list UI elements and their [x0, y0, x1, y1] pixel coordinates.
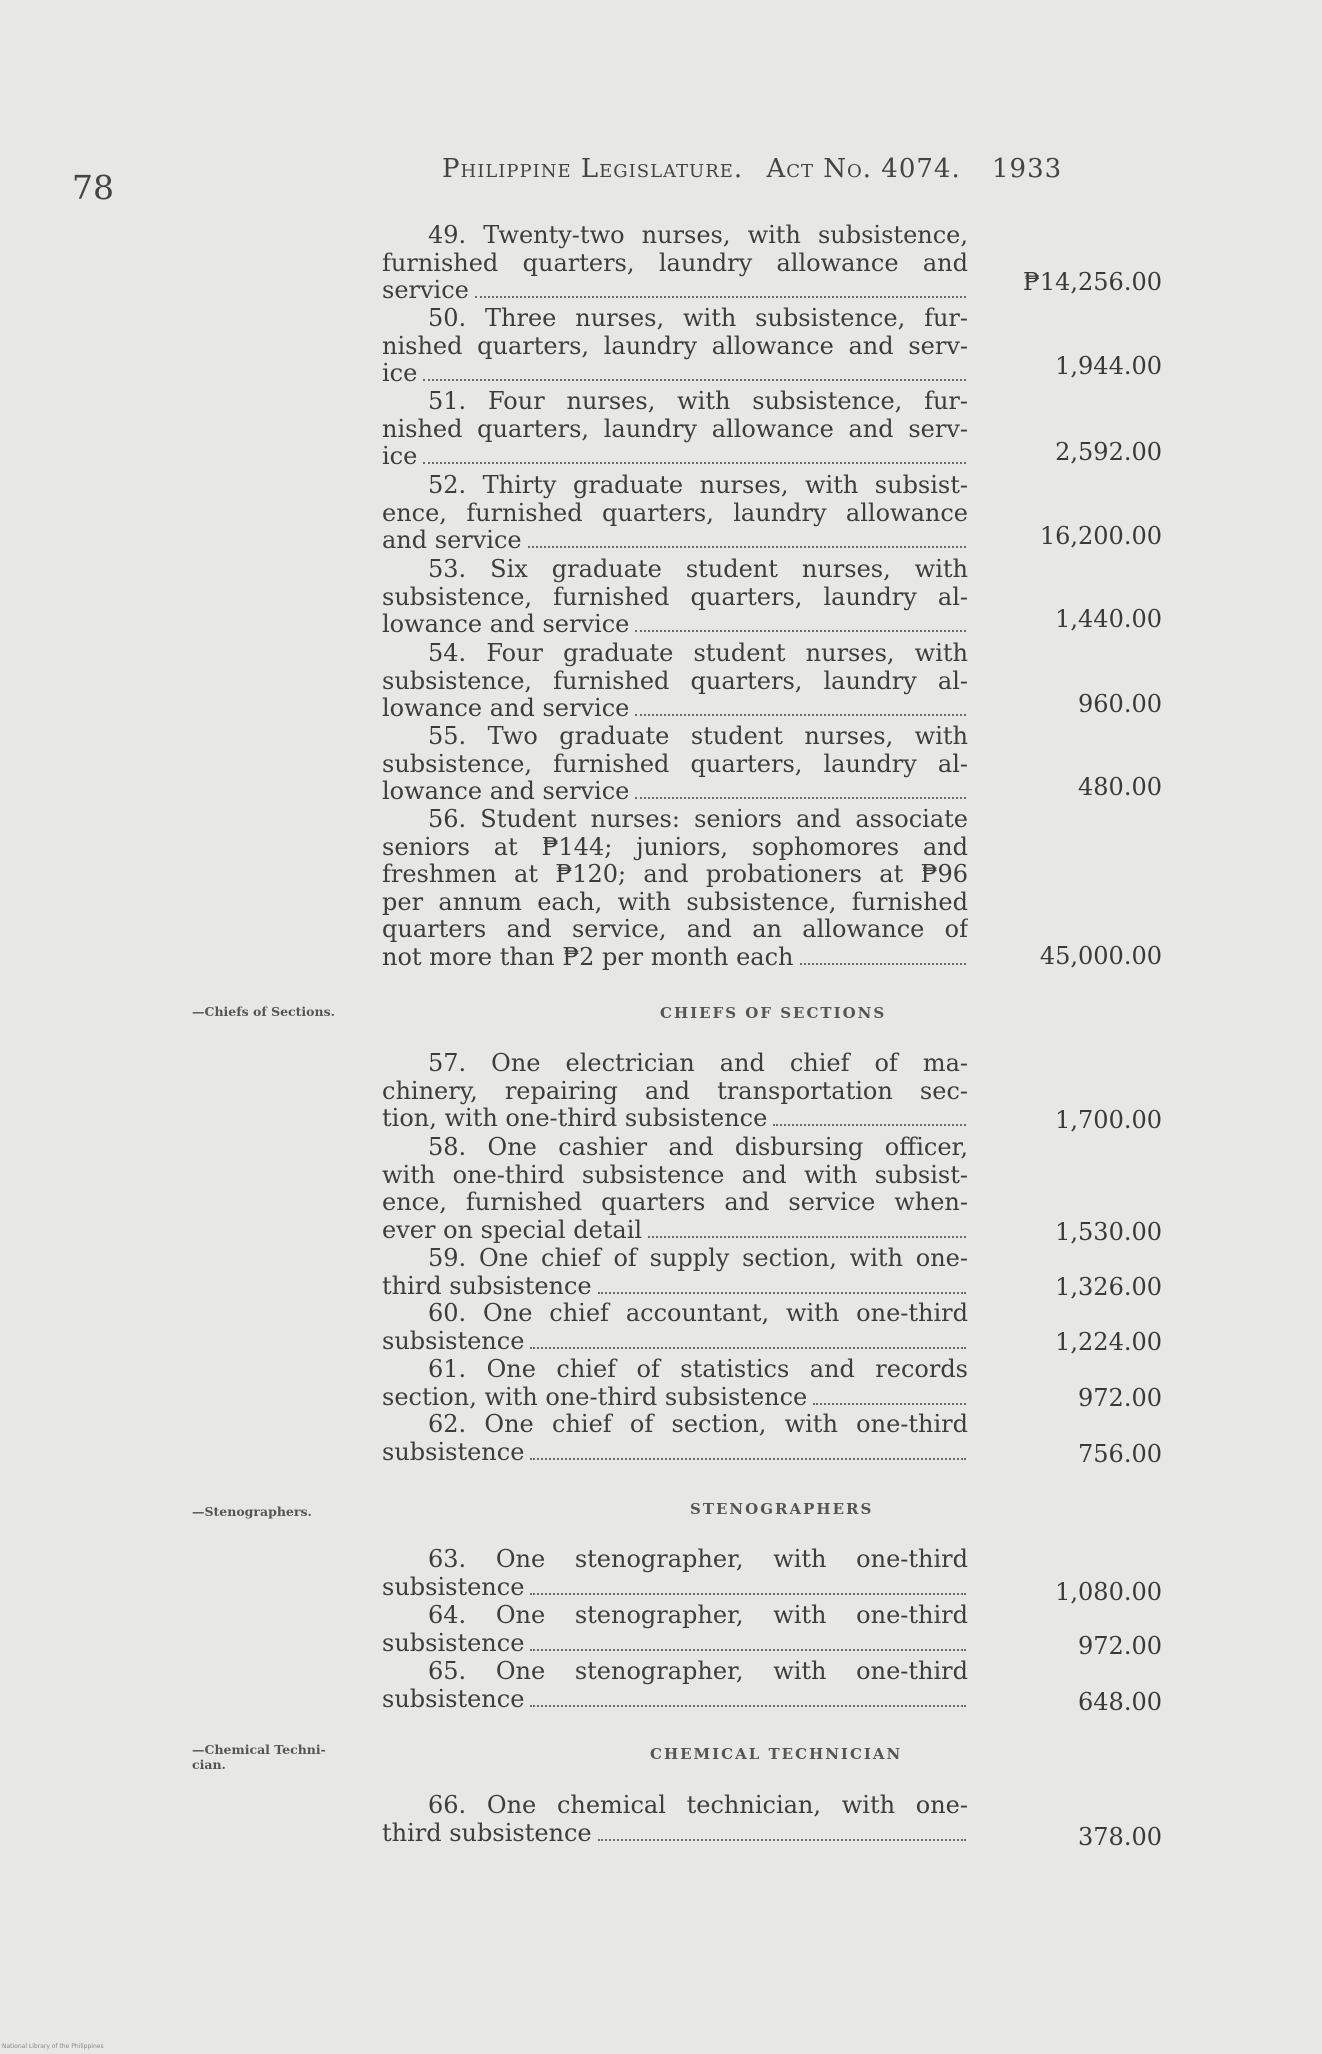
entry-line: [382, 277, 968, 305]
dot-leader: [530, 1592, 966, 1595]
entry-line: [382, 611, 968, 639]
dot-leader: [423, 378, 966, 381]
amount-58: 1,530.00: [1055, 1218, 1162, 1246]
entry-66: [382, 1792, 968, 1847]
entry-line: 64. One stenographer, with one-third: [428, 1602, 968, 1629]
entry-line-text: lowance and service: [382, 695, 630, 722]
entry-line: 56. Student nurses: seniors and associate: [428, 806, 968, 833]
entry-line-text: subsistence: [382, 1327, 525, 1355]
entry-58: [382, 1134, 968, 1244]
entry-line: ence, furnished quarters, laundry allowance: [382, 499, 968, 527]
entry-line: 65. One stenographer, with one-third: [428, 1658, 968, 1685]
dot-leader: [598, 1291, 966, 1294]
entry-line-text: and service: [382, 527, 522, 554]
entry-line: [382, 1384, 968, 1412]
entry-line-text: subsistence: [382, 1629, 525, 1657]
dot-leader: [635, 796, 966, 799]
entry-line-text: subsistence: [382, 1685, 525, 1713]
entry-63: [382, 1546, 968, 1601]
entry-line: 57. One electrician and chief of ma-: [428, 1050, 968, 1077]
entry-line: seniors at ₱144; juniors, sophomores and: [382, 833, 968, 861]
amount-62: 756.00: [1078, 1440, 1162, 1468]
amount-64: 972.00: [1078, 1632, 1162, 1660]
entry-line: 49. Twenty-two nurses, with subsistence,: [428, 222, 968, 249]
amount-55: 480.00: [1078, 773, 1162, 801]
entry-line: freshmen at ₱120; and probationers at ₱96: [382, 861, 968, 888]
entry-61: [382, 1356, 968, 1411]
dot-leader: [530, 1346, 966, 1349]
entry-line: [382, 1328, 968, 1356]
entry-line: 59. One chief of supply section, with one-: [428, 1245, 968, 1272]
entry-line: [382, 778, 968, 806]
entry-line-text: section, with one-third subsistence: [382, 1383, 808, 1411]
entry-62: [382, 1411, 968, 1466]
entry-53: [382, 556, 968, 639]
entry-line: with one-third subsistence and with subsist-: [382, 1161, 968, 1189]
entry-line: [382, 1439, 968, 1467]
dot-leader: [530, 1704, 966, 1707]
entry-line: [382, 1217, 968, 1245]
entry-54: [382, 640, 968, 723]
entry-line: quarters and service, and an allowance of: [382, 916, 968, 943]
entry-line-text: third subsistence: [382, 1272, 592, 1300]
entry-line: [382, 360, 968, 388]
margin-note-chemical: [192, 1742, 326, 1772]
entry-line: 66. One chemical technician, with one-: [428, 1792, 968, 1819]
entry-line: chinery, repairing and transportation sec-: [382, 1077, 968, 1105]
entry-line-text: lowance and service: [382, 778, 630, 805]
entry-51: [382, 388, 968, 471]
entry-line: 54. Four graduate student nurses, with: [428, 640, 968, 667]
amount-66: 378.00: [1078, 1823, 1162, 1851]
dot-leader: [800, 962, 966, 965]
entry-line: furnished quarters, laundry allowance and: [382, 249, 968, 277]
entry-60: [382, 1300, 968, 1355]
entry-line: subsistence, furnished quarters, laundry al-: [382, 667, 968, 695]
entry-line: 60. One chief accountant, with one-third: [428, 1300, 968, 1327]
section-heading-chiefs: CHIEFS OF SECTIONS: [660, 1004, 887, 1022]
running-head-act: Act No. 4074.: [766, 154, 961, 184]
dot-leader: [635, 713, 966, 716]
entry-59: [382, 1245, 968, 1300]
dot-leader: [773, 1123, 966, 1126]
amount-61: 972.00: [1078, 1384, 1162, 1412]
amount-63: 1,080.00: [1055, 1578, 1162, 1606]
running-head-year: 1933: [992, 154, 1063, 184]
entry-line: ence, furnished quarters and service when-: [382, 1189, 968, 1216]
entry-line: per annum each, with subsistence, furnished: [382, 888, 968, 916]
entry-52: [382, 472, 968, 555]
entry-49: [382, 222, 968, 305]
entry-line-text: not more than ₱2 per month each: [382, 943, 794, 971]
amount-51: 2,592.00: [1055, 438, 1162, 466]
entry-56: [382, 806, 968, 971]
entry-line: [382, 1273, 968, 1301]
running-head: [442, 154, 1062, 184]
entry-line-text: ever on special detail: [382, 1216, 643, 1244]
amount-56: 45,000.00: [1039, 942, 1162, 970]
entry-50: [382, 305, 968, 388]
section-heading-chemical: CHEMICAL TECHNICIAN: [650, 1745, 903, 1763]
running-head-title: Philippine Legislature.: [442, 154, 744, 184]
entry-line: nished quarters, laundry allowance and serv-: [382, 415, 968, 443]
entry-line: 62. One chief of section, with one-third: [428, 1411, 968, 1438]
amount-65: 648.00: [1078, 1688, 1162, 1716]
entry-line-text: ice: [382, 443, 418, 470]
amount-60: 1,224.00: [1055, 1328, 1162, 1356]
amount-49: ₱14,256.00: [1022, 268, 1162, 296]
amount-57: 1,700.00: [1055, 1106, 1162, 1134]
page-number: 78: [72, 168, 114, 207]
entry-line-text: tion, with one-third subsistence: [382, 1105, 768, 1132]
margin-note-chemical-line1: —Chemical Techni-: [192, 1742, 326, 1757]
entry-line: [382, 1820, 968, 1848]
entry-line: 50. Three nurses, with subsistence, fur-: [428, 305, 968, 332]
entry-line-text: service: [382, 277, 469, 304]
entry-line: 52. Thirty graduate nurses, with subsist-: [428, 472, 968, 499]
dot-leader: [648, 1235, 966, 1238]
dot-leader: [530, 1648, 966, 1651]
dot-leader: [423, 461, 966, 464]
entry-line: [382, 1574, 968, 1602]
entry-line: [382, 944, 968, 972]
dot-leader: [635, 629, 966, 632]
entry-line: subsistence, furnished quarters, laundry al-: [382, 750, 968, 778]
entry-line-text: third subsistence: [382, 1819, 592, 1847]
amount-50: 1,944.00: [1055, 352, 1162, 380]
entry-line: 58. One cashier and disbursing officer,: [428, 1134, 968, 1161]
entry-line: [382, 443, 968, 471]
margin-note-chemical-line2: cian.: [192, 1757, 226, 1772]
margin-note-stenographers: —Stenographers.: [192, 1504, 312, 1519]
entry-line-text: lowance and service: [382, 611, 630, 638]
dot-leader: [813, 1402, 966, 1405]
entry-line: 61. One chief of statistics and records: [428, 1356, 968, 1383]
dot-leader: [475, 295, 966, 298]
entry-line-text: subsistence: [382, 1573, 525, 1601]
entry-line: 51. Four nurses, with subsistence, fur-: [428, 388, 968, 415]
dot-leader: [528, 545, 966, 548]
entry-57: [382, 1050, 968, 1133]
entry-line: 55. Two graduate student nurses, with: [428, 723, 968, 750]
dot-leader: [598, 1838, 966, 1841]
entry-55: [382, 723, 968, 806]
footer-note: National Library of the Philippines: [2, 2043, 104, 2050]
entry-64: [382, 1602, 968, 1657]
entry-65: [382, 1658, 968, 1713]
entry-line: [382, 695, 968, 723]
section-heading-stenographers: STENOGRAPHERS: [690, 1500, 874, 1518]
amount-53: 1,440.00: [1055, 605, 1162, 633]
entry-line: [382, 527, 968, 555]
entry-line-text: ice: [382, 360, 418, 387]
entry-line: subsistence, furnished quarters, laundry al-: [382, 583, 968, 611]
entry-line: 53. Six graduate student nurses, with: [428, 556, 968, 583]
amount-54: 960.00: [1078, 690, 1162, 718]
amount-59: 1,326.00: [1055, 1273, 1162, 1301]
entry-line-text: subsistence: [382, 1438, 525, 1466]
entry-line: [382, 1686, 968, 1714]
entry-line: [382, 1105, 968, 1133]
entry-line: 63. One stenographer, with one-third: [428, 1546, 968, 1573]
margin-note-chiefs: —Chiefs of Sections.: [192, 1004, 335, 1019]
entry-line: [382, 1630, 968, 1658]
entry-line: nished quarters, laundry allowance and serv-: [382, 332, 968, 360]
dot-leader: [530, 1457, 966, 1460]
amount-52: 16,200.00: [1039, 522, 1162, 550]
